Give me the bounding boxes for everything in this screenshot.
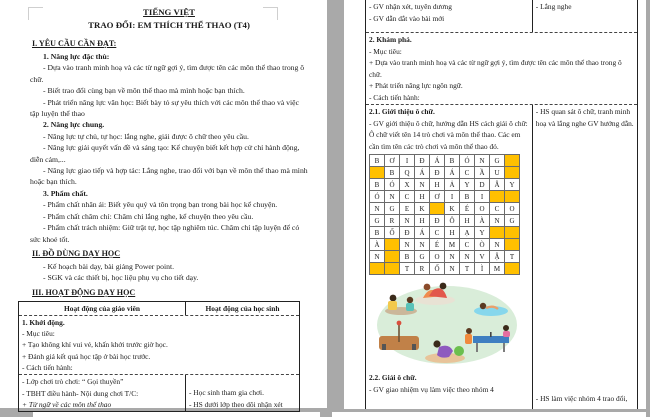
text-line: - Kế hoạch bài dạy, bài giảng Power point. bbox=[43, 261, 175, 271]
game-row bbox=[19, 374, 299, 411]
puzzle-letter-cell: B bbox=[445, 155, 460, 167]
text-line: - Dựa vào tranh minh hoạ và các từ ngữ gợi ý, tìm được tên các môn thể thao trong ô chữ. bbox=[30, 63, 305, 84]
text-line: - SGK và các thiết bị, học liệu phụ vụ cho tiết dạy. bbox=[43, 273, 199, 283]
puzzle-letter-cell: O bbox=[475, 203, 490, 215]
puzzle-highlight-cell bbox=[490, 191, 505, 203]
puzzle-letter-cell: N bbox=[415, 239, 430, 251]
puzzle-letter-cell: Ò bbox=[475, 239, 490, 251]
puzzle-letter-cell: Á bbox=[445, 167, 460, 179]
review-row bbox=[366, 0, 637, 33]
puzzle-letter-cell: Ó bbox=[385, 179, 400, 191]
discover-row bbox=[366, 33, 637, 105]
text-line: - Cách tiến hành: bbox=[22, 362, 73, 372]
puzzle-letter-cell: Ì bbox=[475, 263, 490, 275]
puzzle-grid-row bbox=[370, 239, 520, 251]
text-line: + Dựa vào tranh minh hoạ và các từ ngữ gợi ý, tìm được tên các môn thể thao trong ô chữ. bbox=[369, 58, 622, 79]
puzzle-grid-row bbox=[370, 179, 520, 191]
puzzle-letter-cell: N bbox=[400, 239, 415, 251]
puzzle-letter-cell: B bbox=[460, 191, 475, 203]
sports-illustration bbox=[369, 278, 521, 370]
puzzle-letter-cell: E bbox=[400, 203, 415, 215]
puzzle-letter-cell: X bbox=[400, 179, 415, 191]
word-puzzle-grid bbox=[369, 154, 520, 275]
text-line: - Phẩm chất nhân ái: Biết yêu quý và tôn trọng bạn trong bài học kể chuyện. bbox=[43, 200, 278, 210]
game-student-cell bbox=[186, 375, 299, 411]
puzzle-letter-cell: I bbox=[400, 155, 415, 167]
puzzle-letter-cell: U bbox=[490, 167, 505, 179]
puzzle-highlight-cell bbox=[385, 263, 400, 275]
puzzle-letter-cell: Ơ bbox=[385, 155, 400, 167]
materials-block bbox=[30, 261, 308, 284]
puzzle-letter-cell: N bbox=[460, 251, 475, 263]
puzzle-letter-cell: Ậ bbox=[490, 251, 505, 263]
puzzle-letter-cell: I bbox=[445, 191, 460, 203]
puzzle-outro bbox=[369, 372, 529, 395]
text-line: - HS làm việc nhóm 4 trao đổi, bbox=[535, 393, 628, 403]
puzzle-letter-cell: O bbox=[505, 203, 520, 215]
text-line: - HS quan sát ô chữ, tranh minh hoạ và lắng nghe GV hướng dẫn. bbox=[535, 107, 634, 128]
puzzle-highlight-cell bbox=[490, 227, 505, 239]
table-header-row bbox=[19, 302, 299, 315]
puzzle-highlight-cell bbox=[505, 263, 520, 275]
puzzle-highlight-cell bbox=[385, 251, 400, 263]
text-line: - Năng lực giải quyết vấn đề và sáng tạo: Kể chuyện biết kết hợp cử chỉ hành động, diễn cảm,... bbox=[30, 143, 300, 164]
puzzle-highlight-cell bbox=[505, 227, 520, 239]
text-line: - Năng lực giao tiếp và hợp tác: Lắng nghe, trao đổi với bạn về môn thể thao mà mình hoặc bạn thích. bbox=[30, 166, 308, 187]
text-line: 1. Khởi động. bbox=[22, 317, 65, 327]
puzzle-letter-cell: G bbox=[385, 203, 400, 215]
puzzle-highlight-cell bbox=[430, 203, 445, 215]
puzzle-letter-cell: C bbox=[400, 191, 415, 203]
puzzle-letter-cell: Ổ bbox=[385, 227, 400, 239]
puzzle-highlight-cell bbox=[385, 239, 400, 251]
puzzle-letter-cell: Y bbox=[460, 179, 475, 191]
puzzle-letter-cell: À bbox=[475, 215, 490, 227]
puzzle-letter-cell: N bbox=[445, 263, 460, 275]
puzzle-grid-row bbox=[370, 167, 520, 179]
text-line: + Tạo không khí vui vẻ, khấn khởi trước giờ học. bbox=[22, 340, 168, 350]
puzzle-highlight-cell bbox=[505, 239, 520, 251]
puzzle-intro bbox=[369, 106, 529, 152]
text-line: - Lắng nghe bbox=[535, 2, 572, 11]
puzzle-letter-cell: Â bbox=[490, 179, 505, 191]
doc-title: TIẾNG VIỆT bbox=[143, 7, 195, 17]
puzzle-letter-cell: Ạ bbox=[460, 227, 475, 239]
puzzle-letter-cell: M bbox=[490, 263, 505, 275]
text-line: + Đánh giá kết quả học tập ở bài học trước. bbox=[22, 351, 151, 361]
puzzle-letter-cell: H bbox=[445, 227, 460, 239]
puzzle-highlight-cell bbox=[370, 167, 385, 179]
puzzle-letter-cell: T bbox=[505, 251, 520, 263]
puzzle-letter-cell: O bbox=[430, 251, 445, 263]
puzzle-letter-cell: Ó bbox=[460, 155, 475, 167]
puzzle-letter-cell: Ả bbox=[445, 179, 460, 191]
heading-materials: II. ĐỒ DÙNG DẠY HỌC bbox=[32, 248, 121, 258]
margin-crop-mark bbox=[263, 7, 278, 20]
puzzle-letter-cell: É bbox=[460, 203, 475, 215]
margin-crop-mark bbox=[28, 7, 43, 20]
puzzle-letter-cell: B bbox=[370, 179, 385, 191]
puzzle-letter-cell: Á bbox=[415, 167, 430, 179]
puzzle-letter-cell: C bbox=[430, 227, 445, 239]
puzzle-letter-cell: K bbox=[445, 203, 460, 215]
requirements-block bbox=[30, 51, 308, 245]
puzzle-letter-cell: Á bbox=[415, 227, 430, 239]
puzzle-highlight-cell bbox=[505, 167, 520, 179]
puzzle-letter-cell: B bbox=[385, 167, 400, 179]
header-student: Hoạt động của học sinh bbox=[205, 303, 280, 313]
text-line: 2.2. Giải ô chữ. bbox=[369, 373, 417, 382]
next-page-edge bbox=[33, 412, 320, 417]
puzzle-letter-cell: B bbox=[370, 227, 385, 239]
puzzle-letter-cell: G bbox=[415, 251, 430, 263]
puzzle-letter-cell: À bbox=[370, 239, 385, 251]
puzzle-letter-cell: B bbox=[400, 251, 415, 263]
activities-table-continued bbox=[365, 0, 638, 409]
puzzle-teacher-cell bbox=[366, 105, 533, 409]
puzzle-letter-cell: N bbox=[490, 215, 505, 227]
review-student-cell bbox=[533, 0, 637, 32]
heading-requirements: I. YÊU CẦU CẦN ĐẠT: bbox=[32, 39, 117, 48]
puzzle-letter-cell: Đ bbox=[415, 155, 430, 167]
puzzle-letter-cell: Y bbox=[505, 179, 520, 191]
puzzle-letter-cell: Q bbox=[400, 167, 415, 179]
text-line: - GV giới thiệu ô chữ, hướng dẫn HS cách giải ô chữ: Ô chữ viết tên 14 trò chơi và môn thể thao. Các em cần tìm tên các trò chơi và môn thể thao đó. bbox=[369, 118, 528, 151]
puzzle-letter-cell: C bbox=[460, 167, 475, 179]
text-line: - Năng lực tự chủ, tự học: lắng nghe, giải được ô chữ theo yêu cầu. bbox=[43, 131, 249, 141]
puzzle-letter-cell: T bbox=[400, 263, 415, 275]
review-teacher-cell bbox=[366, 0, 533, 32]
warmup-cell bbox=[19, 316, 299, 374]
text-line: + Từ ngữ về các môn thể thao bbox=[22, 399, 112, 409]
puzzle-grid-row bbox=[370, 215, 520, 227]
page-1[interactable] bbox=[0, 0, 327, 408]
text-line: 2. Khám phá. bbox=[369, 35, 412, 44]
puzzle-letter-cell: T bbox=[460, 263, 475, 275]
puzzle-letter-cell: H bbox=[460, 215, 475, 227]
puzzle-letter-cell: N bbox=[445, 251, 460, 263]
puzzle-letter-cell: Ó bbox=[370, 191, 385, 203]
puzzle-letter-cell: K bbox=[415, 203, 430, 215]
puzzle-letter-cell: Ô bbox=[445, 215, 460, 227]
puzzle-grid-row bbox=[370, 251, 520, 263]
puzzle-letter-cell: Y bbox=[475, 227, 490, 239]
text-line: - HS dưới lớp theo dõi nhận xét bbox=[189, 399, 283, 409]
puzzle-letter-cell: N bbox=[370, 251, 385, 263]
text-line: 1. Năng lực đặc thù: bbox=[43, 52, 110, 61]
text-line: - Học sinh tham gia chơi. bbox=[189, 388, 264, 398]
puzzle-highlight-cell bbox=[505, 191, 520, 203]
puzzle-student-cell bbox=[533, 105, 637, 409]
puzzle-letter-cell: M bbox=[445, 239, 460, 251]
text-line: - Mục tiêu: bbox=[369, 46, 402, 56]
puzzle-letter-cell: N bbox=[370, 203, 385, 215]
puzzle-letter-cell: G bbox=[505, 215, 520, 227]
text-line: - GV dẫn dắt vào bài mới bbox=[369, 13, 445, 23]
puzzle-letter-cell: N bbox=[415, 179, 430, 191]
page-2[interactable] bbox=[344, 0, 646, 409]
puzzle-letter-cell: C bbox=[460, 239, 475, 251]
discover-cell bbox=[366, 33, 637, 104]
puzzle-row bbox=[366, 105, 637, 409]
puzzle-letter-cell: Ơ bbox=[430, 191, 445, 203]
puzzle-grid-row bbox=[370, 191, 520, 203]
puzzle-letter-cell: B bbox=[370, 155, 385, 167]
text-line: 2. Năng lực chung. bbox=[43, 120, 105, 130]
activities-table bbox=[18, 301, 300, 412]
puzzle-letter-cell: Ầ bbox=[475, 167, 490, 179]
puzzle-grid-row bbox=[370, 203, 520, 215]
puzzle-letter-cell: Đ bbox=[400, 227, 415, 239]
puzzle-letter-cell: R bbox=[385, 215, 400, 227]
text-line: - GV nhận xét, tuyên dương bbox=[369, 2, 452, 11]
puzzle-grid-row bbox=[370, 227, 520, 239]
puzzle-letter-cell: D bbox=[475, 179, 490, 191]
puzzle-letter-cell: É bbox=[430, 239, 445, 251]
puzzle-letter-cell: N bbox=[385, 191, 400, 203]
puzzle-letter-cell: G bbox=[370, 215, 385, 227]
text-line: - Biết trao đổi cùng bạn về môn thể thao mà mình hoặc bạn thích. bbox=[43, 86, 245, 96]
warmup-row bbox=[19, 315, 299, 374]
text-line: - Mục tiêu: bbox=[22, 329, 55, 339]
puzzle-letter-cell: N bbox=[490, 239, 505, 251]
next-page-edge bbox=[332, 412, 646, 417]
puzzle-letter-cell: V bbox=[475, 251, 490, 263]
puzzle-letter-cell: H bbox=[430, 179, 445, 191]
heading-activities: III. HOẠT ĐỘNG DẠY HỌC bbox=[32, 287, 136, 297]
text-line: - Cách tiến hành: bbox=[369, 92, 420, 102]
puzzle-highlight-cell bbox=[370, 263, 385, 275]
text-line: - Phẩm chất trách nhiệm: Giữ trật tự, học tập nghiêm túc. Chăm chỉ tập luyện để có sức khoẻ tốt. bbox=[30, 223, 300, 244]
doc-subtitle: TRAO ĐỔI: EM THÍCH THỂ THAO (T4) bbox=[88, 20, 250, 30]
puzzle-letter-cell: Đ bbox=[430, 167, 445, 179]
text-line: - GV giao nhiệm vụ làm việc theo nhóm 4 bbox=[369, 384, 494, 394]
puzzle-letter-cell: N bbox=[475, 155, 490, 167]
puzzle-letter-cell: Á bbox=[430, 155, 445, 167]
puzzle-letter-cell: Đ bbox=[430, 215, 445, 227]
puzzle-letter-cell: R bbox=[415, 263, 430, 275]
text-line: - Phẩm chất chăm chỉ: Chăm chỉ lắng nghe, kể chuyện theo yêu cầu. bbox=[43, 211, 254, 221]
student-groupwork bbox=[536, 393, 634, 409]
text-line: - TBHT điều hành- Nội dung chơi T/C: bbox=[22, 388, 139, 398]
text-line: 3. Phẩm chất. bbox=[43, 188, 88, 198]
game-teacher-cell bbox=[19, 375, 186, 411]
puzzle-letter-cell: H bbox=[415, 215, 430, 227]
puzzle-highlight-cell bbox=[505, 155, 520, 167]
puzzle-grid-row bbox=[370, 263, 520, 275]
puzzle-letter-cell: G bbox=[490, 155, 505, 167]
puzzle-grid-row bbox=[370, 155, 520, 167]
puzzle-letter-cell: I bbox=[475, 191, 490, 203]
student-observe bbox=[536, 106, 634, 129]
text-line: - Phát triển năng lực văn học: Biết bày tỏ sự yêu thích với các môn thể thao và việc tập luyện thể thao bbox=[30, 97, 299, 119]
text-line: + Phát triển năng lực ngôn ngữ. bbox=[369, 81, 463, 90]
text-line: 2.1. Giới thiệu ô chữ. bbox=[369, 107, 435, 116]
puzzle-letter-cell: H bbox=[415, 191, 430, 203]
header-teacher: Hoạt động của giáo viên bbox=[19, 302, 186, 315]
puzzle-letter-cell: Ố bbox=[430, 263, 445, 275]
puzzle-letter-cell: N bbox=[400, 215, 415, 227]
text-line: - Lớp chơi trò chơi: “ Gọi thuyền” bbox=[22, 377, 124, 387]
puzzle-letter-cell: C bbox=[490, 203, 505, 215]
